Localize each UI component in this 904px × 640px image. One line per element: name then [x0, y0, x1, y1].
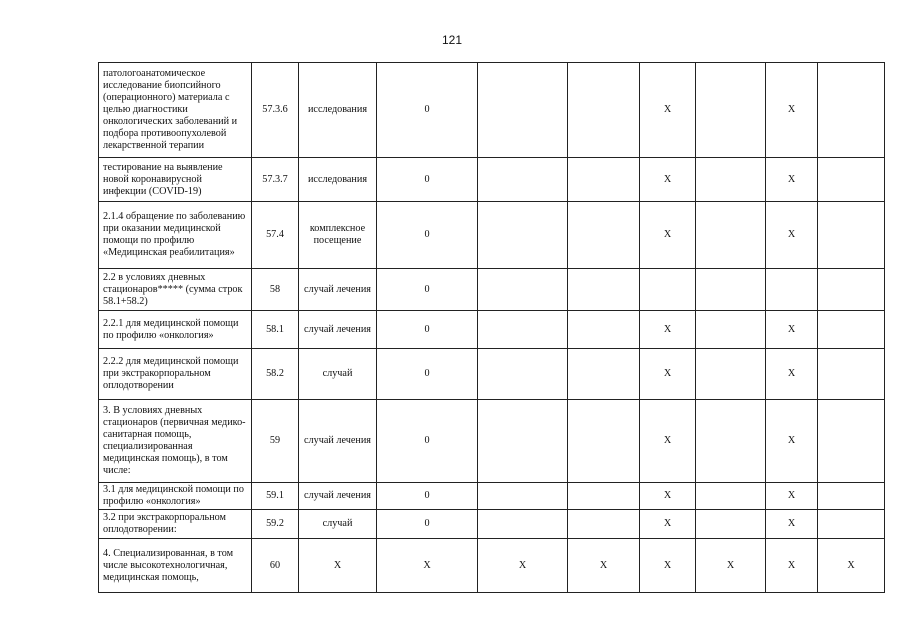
value-cell-col10 [818, 269, 885, 311]
value-cell-col8 [696, 311, 766, 349]
value-cell-col9: X [766, 539, 818, 593]
value-cell-col9: X [766, 158, 818, 202]
row-name-cell: 2.1.4 обращение по заболеванию при оказании медицинской помощи по профилю «Медицинская реабилитация» [99, 202, 252, 269]
value-cell-col6 [568, 158, 640, 202]
value-cell-col8 [696, 483, 766, 510]
row-name-cell: 3.2 при экстракорпоральном оплодотворении: [99, 510, 252, 539]
value-cell-col10 [818, 158, 885, 202]
row-code-cell: 58 [252, 269, 299, 311]
value-cell-col4: 0 [377, 311, 478, 349]
row-unit-cell: случай лечения [299, 269, 377, 311]
value-cell-col6 [568, 400, 640, 483]
value-cell-col9: X [766, 483, 818, 510]
value-cell-col4: 0 [377, 269, 478, 311]
value-cell-col7: X [640, 510, 696, 539]
table-row [99, 63, 885, 158]
row-code-cell: 59.2 [252, 510, 299, 539]
row-name-cell: 3. В условиях дневных стационаров (первичная медико-санитарная помощь, специализированная медицинская помощь), в том числе: [99, 400, 252, 483]
value-cell-col6 [568, 349, 640, 400]
value-cell-col4: 0 [377, 510, 478, 539]
value-cell-col7: X [640, 539, 696, 593]
table-row [99, 510, 885, 539]
value-cell-col7: X [640, 349, 696, 400]
value-cell-col7: X [640, 63, 696, 158]
row-code-cell: 58.1 [252, 311, 299, 349]
table-row [99, 539, 885, 593]
value-cell-col8 [696, 63, 766, 158]
table-body [99, 63, 885, 593]
value-cell-col5 [478, 202, 568, 269]
row-unit-cell: случай лечения [299, 311, 377, 349]
row-name-cell: 3.1 для медицинской помощи по профилю «онкология» [99, 483, 252, 510]
value-cell-col6: X [568, 539, 640, 593]
row-code-cell: 58.2 [252, 349, 299, 400]
value-cell-col5 [478, 158, 568, 202]
row-code-cell: 57.4 [252, 202, 299, 269]
value-cell-col8 [696, 202, 766, 269]
value-cell-col5 [478, 510, 568, 539]
row-name-cell: 4. Специализированная, в том числе высокотехнологичная, медицинская помощь, [99, 539, 252, 593]
value-cell-col5 [478, 400, 568, 483]
value-cell-col8: X [696, 539, 766, 593]
value-cell-col9: X [766, 510, 818, 539]
table-row [99, 400, 885, 483]
value-cell-col9: X [766, 400, 818, 483]
value-cell-col4: 0 [377, 158, 478, 202]
row-code-cell: 60 [252, 539, 299, 593]
row-name-cell: тестирование на выявление новой коронавирусной инфекции (COVID-19) [99, 158, 252, 202]
value-cell-col10 [818, 400, 885, 483]
value-cell-col4: 0 [377, 483, 478, 510]
value-cell-col8 [696, 400, 766, 483]
value-cell-col5 [478, 311, 568, 349]
value-cell-col6 [568, 483, 640, 510]
value-cell-col10 [818, 311, 885, 349]
value-cell-col8 [696, 158, 766, 202]
row-name-cell: 2.2.2 для медицинской помощи при экстракорпоральном оплодотворении [99, 349, 252, 400]
row-unit-cell: комплексное посещение [299, 202, 377, 269]
value-cell-col8 [696, 510, 766, 539]
data-table [98, 62, 885, 593]
row-name-cell: 2.2 в условиях дневных стационаров***** (сумма строк 58.1+58.2) [99, 269, 252, 311]
table-row [99, 158, 885, 202]
row-unit-cell: случай [299, 349, 377, 400]
value-cell-col4: 0 [377, 349, 478, 400]
value-cell-col4: 0 [377, 400, 478, 483]
row-unit-cell: исследования [299, 63, 377, 158]
value-cell-col10 [818, 510, 885, 539]
value-cell-col7: X [640, 483, 696, 510]
value-cell-col10 [818, 349, 885, 400]
row-code-cell: 59 [252, 400, 299, 483]
value-cell-col6 [568, 63, 640, 158]
value-cell-col10: X [818, 539, 885, 593]
value-cell-col10 [818, 202, 885, 269]
value-cell-col5 [478, 483, 568, 510]
value-cell-col7: X [640, 400, 696, 483]
value-cell-col4: 0 [377, 202, 478, 269]
value-cell-col7: X [640, 158, 696, 202]
value-cell-col7: X [640, 311, 696, 349]
value-cell-col9: X [766, 202, 818, 269]
value-cell-col9 [766, 269, 818, 311]
row-unit-cell: X [299, 539, 377, 593]
value-cell-col6 [568, 311, 640, 349]
value-cell-col5: X [478, 539, 568, 593]
table-row [99, 483, 885, 510]
table-row [99, 311, 885, 349]
value-cell-col6 [568, 202, 640, 269]
table-row [99, 349, 885, 400]
row-name-cell: патологоанатомическое исследование биопсийного (операционного) материала с целью диагностики онкологических заболеваний и подбора противоопухолевой лекарственной терапии [99, 63, 252, 158]
value-cell-col7 [640, 269, 696, 311]
value-cell-col6 [568, 269, 640, 311]
value-cell-col4: 0 [377, 63, 478, 158]
value-cell-col4: X [377, 539, 478, 593]
value-cell-col9: X [766, 349, 818, 400]
value-cell-col7: X [640, 202, 696, 269]
row-code-cell: 59.1 [252, 483, 299, 510]
row-code-cell: 57.3.6 [252, 63, 299, 158]
value-cell-col5 [478, 349, 568, 400]
value-cell-col5 [478, 269, 568, 311]
row-name-cell: 2.2.1 для медицинской помощи по профилю «онкология» [99, 311, 252, 349]
value-cell-col8 [696, 349, 766, 400]
row-unit-cell: случай [299, 510, 377, 539]
value-cell-col9: X [766, 311, 818, 349]
value-cell-col10 [818, 63, 885, 158]
page-number: 121 [441, 33, 463, 47]
row-unit-cell: исследования [299, 158, 377, 202]
value-cell-col10 [818, 483, 885, 510]
value-cell-col8 [696, 269, 766, 311]
value-cell-col6 [568, 510, 640, 539]
row-unit-cell: случай лечения [299, 483, 377, 510]
table-row [99, 269, 885, 311]
value-cell-col5 [478, 63, 568, 158]
row-unit-cell: случай лечения [299, 400, 377, 483]
table-row [99, 202, 885, 269]
row-code-cell: 57.3.7 [252, 158, 299, 202]
value-cell-col9: X [766, 63, 818, 158]
